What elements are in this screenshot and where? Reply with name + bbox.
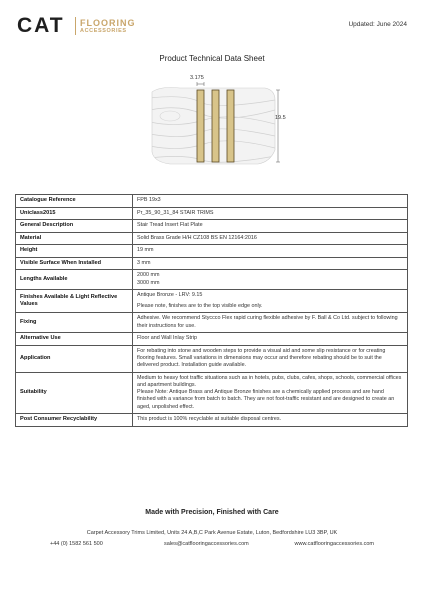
spec-value-line: Solid Brass Grade H/H CZ108 BS EN 12164:2016 [137, 234, 257, 241]
spec-value [133, 245, 408, 258]
spec-value [133, 220, 408, 233]
logo-subtitle-flooring: FLOORING [80, 18, 136, 28]
spec-value-line: Pr_35_90_31_84 STAIR TRIMS [137, 209, 214, 216]
page-header [0, 0, 424, 50]
spec-row [16, 220, 408, 233]
spec-value [133, 232, 408, 245]
spec-label: Uniclass2015 [16, 207, 133, 220]
logo-divider [75, 17, 76, 35]
product-drawing [140, 70, 300, 170]
spec-value [133, 270, 408, 290]
spec-value-line: Please note, finishes are to the top visible edge only. [137, 303, 263, 310]
spec-row [16, 345, 408, 372]
spec-label: Visible Surface When Installed [16, 257, 133, 270]
spec-value [133, 289, 408, 313]
spec-row [16, 232, 408, 245]
footer-address: Carpet Accessory Trims Limited, Units 24 A,B,C Park Avenue Estate, Luton, Bedfordshire LU3 3BP, UK [86, 530, 338, 536]
spec-value [133, 207, 408, 220]
spec-value [133, 195, 408, 208]
logo-subtitle-accessories: ACCESSORIES [80, 28, 127, 34]
spec-row [16, 372, 408, 413]
spec-label: Finishes Available & Light Reflective Values [16, 289, 133, 313]
spec-row [16, 195, 408, 208]
spec-value [133, 413, 408, 426]
spec-label: Alternative Use [16, 333, 133, 346]
brass-strips [197, 90, 234, 162]
spec-label: Height [16, 245, 133, 258]
spec-row [16, 245, 408, 258]
spec-row [16, 333, 408, 346]
footer-email-link[interactable]: sales@catflooringaccessories.com [164, 541, 249, 547]
spec-row [16, 207, 408, 220]
width-dimension-label: 3.175 [190, 75, 204, 81]
spec-row [16, 270, 408, 290]
spec-value-line: Medium to heavy foot traffic situations such as in hotels, pubs, clubs, cafes, shops, schools, commercial offices and apartment buildings. [137, 374, 402, 388]
spec-row [16, 413, 408, 426]
spec-value [133, 313, 408, 333]
spec-value-line: Stair Tread Insert Flat Plate [137, 222, 203, 229]
spec-label: Fixing [16, 313, 133, 333]
spec-label: Post Consumer Recyclability [16, 413, 133, 426]
spec-label: Suitability [16, 372, 133, 413]
spec-value [133, 372, 408, 413]
spec-label: Material [16, 232, 133, 245]
height-dimension-label: 19.5 [275, 115, 286, 121]
spec-value [133, 333, 408, 346]
spec-value-line: 3 mm [137, 259, 151, 266]
spec-value-line: Please Note: Antique Brass and Antique Bronze finishes are a chemically applied process and are hand finished with a variance from batch to batch. They are not foot-traffic resistant and are designed to create an aged, unpolished effect. [137, 389, 395, 410]
spec-table [15, 194, 408, 427]
spec-value-line: 19 mm [137, 247, 154, 254]
footer-website-link[interactable]: www.catflooringaccessories.com [294, 541, 374, 547]
spec-value [133, 345, 408, 372]
spec-value-line: FPB 19x3 [137, 197, 161, 204]
spec-value-line: 3000 mm [137, 279, 160, 286]
spec-value-line: Floor and Wall Inlay Strip [137, 335, 198, 342]
spec-row [16, 289, 408, 313]
spec-value-line: Adhesive. We recommend Styccco Flex rapid curing flexible adhesive by F. Ball & Co Ltd. subject to following their instructions for use. [137, 315, 398, 329]
spec-value-line: For rebating into stone and wooden steps to provide a visual aid and some slip resistance or for creating flooring features. Small variations in dimensions may occur and therefore rebating should be to suit the delivered product. Installation guide available. [137, 347, 386, 369]
document-title: Product Technical Data Sheet [159, 54, 265, 63]
spec-label: General Description [16, 220, 133, 233]
spec-row [16, 313, 408, 333]
updated-date: Updated: June 2024 [348, 21, 407, 28]
spec-label: Application [16, 345, 133, 372]
footer-tagline: Made with Precision, Finished with Care [145, 509, 279, 516]
spec-value-line: Antique Bronze - LRV: 9.15 [137, 291, 203, 298]
brand-logo: CAT [17, 14, 65, 37]
footer-phone: +44 (0) 1582 561 500 [50, 541, 103, 547]
spec-value [133, 257, 408, 270]
spec-label: Catalogue Reference [16, 195, 133, 208]
spec-row [16, 257, 408, 270]
spec-label: Lengths Available [16, 270, 133, 290]
spec-value-line: This product is 100% recyclable at suitable disposal centres. [137, 416, 282, 423]
spec-value-line: 2000 mm [137, 272, 160, 279]
